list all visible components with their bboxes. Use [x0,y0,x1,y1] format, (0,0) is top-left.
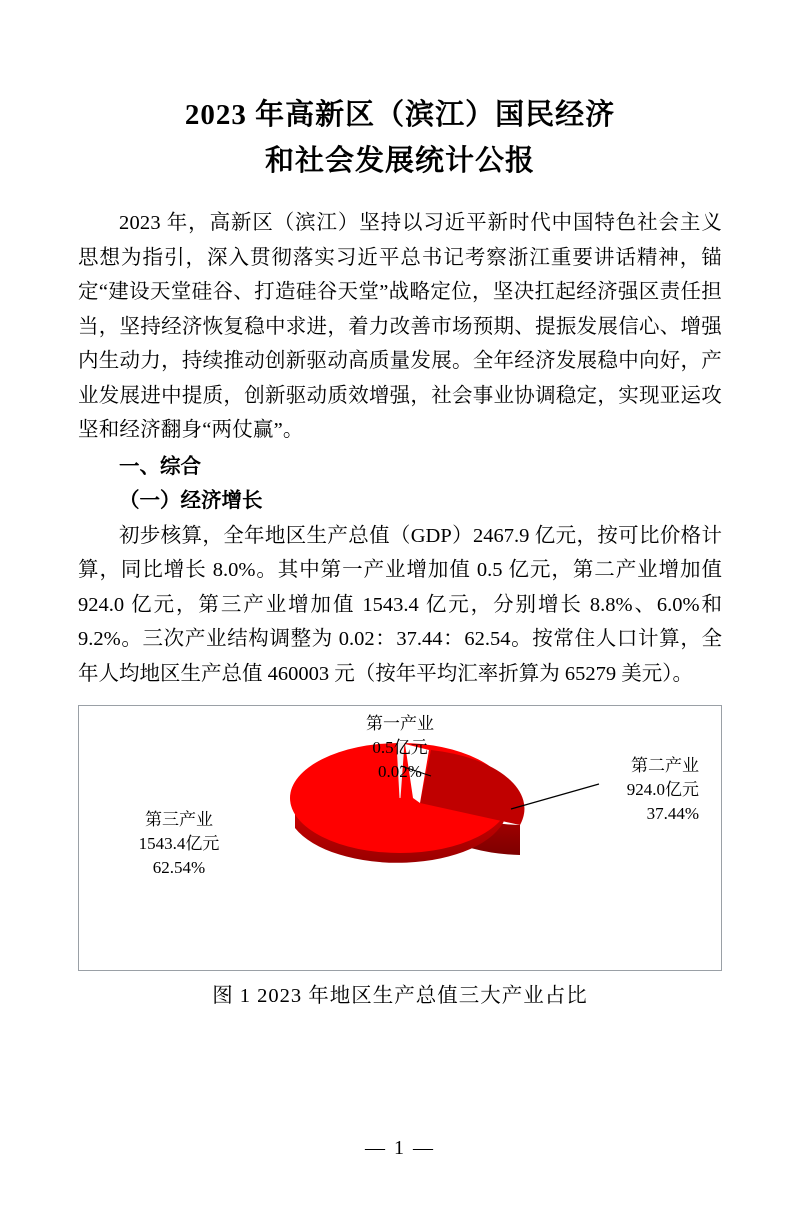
pie-label-third [89,808,269,880]
subsection-heading-economic-growth: （一）经济增长 [119,490,263,512]
pie-label-second-name: 第二产业 [631,756,699,775]
pie-label-second-value: 924.0亿元 [626,780,699,799]
page-number: — 1 — [365,1137,435,1159]
section-heading-general: 一、综合 [119,455,201,478]
figure-caption: 图 1 2023 年地区生产总值三大产业占比 [212,985,588,1007]
pie-label-first-value: 0.5亿元 [372,738,428,757]
pie-label-second [519,754,699,826]
pie-label-first-name: 第一产业 [366,714,434,733]
intro-paragraph: 2023 年，高新区（滨江）坚持以习近平新时代中国特色社会主义思想为指引，深入贯彻落实习近平总书记考察浙江重要讲话精神，锚定“建设天堂硅谷、打造硅谷天堂”战略定位，坚决扛起经济强区责任担当，坚持经济恢复稳中求进，着力改善市场预期、提振发展信心、增强内生动力，持续推动创新驱动高质量发展。全年经济发展稳中向好，产业发展进中提质，创新驱动质效增强，社会事业协调稳定，实现亚运攻坚和经济翻身“两仗赢”。 [78,212,722,441]
pie-label-third-value: 1543.4亿元 [138,834,220,853]
page-title [78,92,722,184]
pie-label-second-percent: 37.44% [646,804,699,823]
pie-label-first-percent: 0.02% [378,762,422,781]
paragraph-gdp: 初步核算，全年地区生产总值（GDP）2467.9 亿元，按可比价格计算，同比增长 8.0%。其中第一产业增加值 0.5 亿元，第二产业增加值 924.0 亿元，第三产业增加值 1543.4 亿元，分别增长 8.8%、6.0%和 9.2%。三次产业结构调整为 0.02：37.44：62.54。按常住人口计算，全年人均地区生产总值 460003 元（按年平均汇率折算为 65279 美元）。 [78,524,722,685]
title-line-2: 和社会发展统计公报 [264,145,535,177]
pie-label-first [325,712,475,784]
title-line-1: 2023 年高新区（滨江）国民经济 [184,99,616,131]
figure-pie-chart [78,705,722,971]
pie-label-third-name: 第三产业 [145,810,213,829]
pie-label-third-percent: 62.54% [152,858,206,877]
